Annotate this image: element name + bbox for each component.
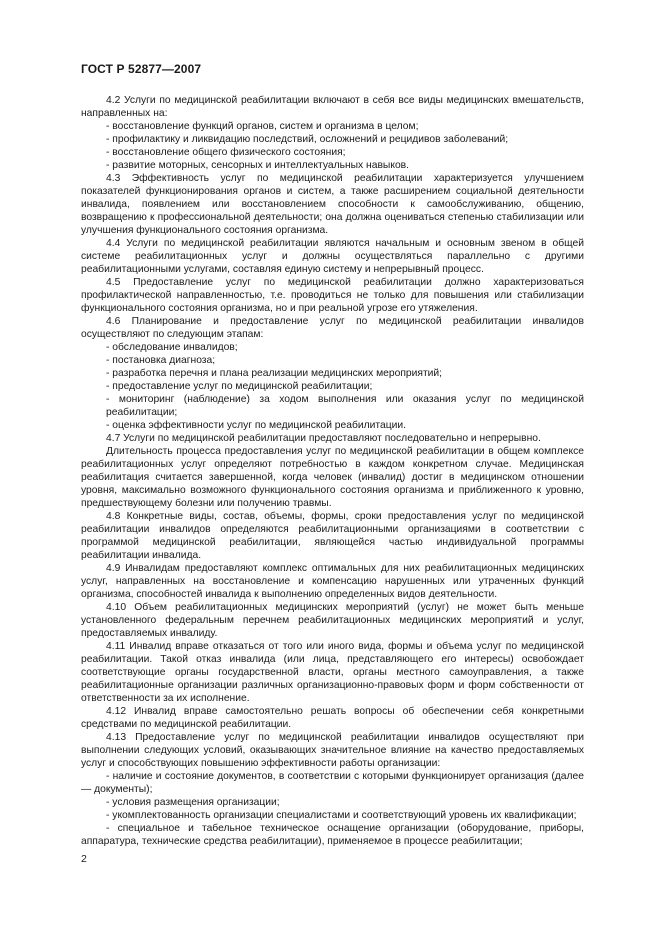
paragraph: 4.4 Услуги по медицинской реабилитации являются начальным и основным звеном в общей системе реабилитационных услуг и должны осуществляться параллельно с другими реабилитационными услугами, составляя единую систему и непрерывный процесс.	[81, 238, 584, 275]
paragraph: 4.9 Инвалидам предоставляют комплекс оптимальных для них реабилитационных медицинских услуг, направленных на восстановление и компенсацию нарушенных или утраченных функций организма, способностей инвалида к выполнению определенных видов деятельности.	[81, 563, 584, 600]
paragraph: 4.8 Конкретные виды, состав, объемы, формы, сроки предоставления услуг по медицинской реабилитации инвалидов определяются реабилитационными организациями в соответствии с программой медицинской реабилитации, являющейся частью индивидуальной программы реабилитации инвалида.	[81, 511, 584, 561]
paragraph: 4.11 Инвалид вправе отказаться от того или иного вида, формы и объема услуг по медицинской реабилитации. Такой отказ инвалида (или лица, представляющего его интересы) освобождает соответствующие органы государственной власти, органы местного самоуправления, а также реабилитационные организации различных организационно-правовых форм и форм собственности от ответственности за их исполнение.	[81, 641, 584, 704]
list-item: - восстановление функций органов, систем и организма в целом;	[106, 121, 419, 132]
paragraph: 4.13 Предоставление услуг по медицинской реабилитации инвалидов осуществляют при выполнении следующих условий, оказывающих значительное влияние на качество предоставляемых услуг и способствующих повышению эффективности работы организации:	[81, 732, 584, 769]
list-item: - обследование инвалидов;	[106, 342, 238, 353]
list-item: - развитие моторных, сенсорных и интеллектуальных навыков.	[106, 160, 410, 171]
list-item: - оценка эффективности услуг по медицинской реабилитации.	[106, 420, 406, 431]
paragraph: 4.3 Эффективность услуг по медицинской реабилитации характеризуется улучшением показателей функционирования органов и систем, а также расширением социальной деятельности инвалида, появлением или восстановлением способности к самообслуживанию, общению, возвращению к профессиональной деятельности; она должна оцениваться степенью стабилизации или улучшения функционального состояния организма.	[81, 173, 584, 236]
page-number: 2	[81, 853, 87, 865]
paragraph: 4.5 Предоставление услуг по медицинской реабилитации должно характеризоваться профилактической направленностью, т.е. проводиться не только для повышения или стабилизации функционального состояния организма, но и при реальной угрозе его утяжеления.	[81, 277, 584, 314]
paragraph: 4.2 Услуги по медицинской реабилитации включают в себя все виды медицинских вмешательств, направленных на:	[81, 95, 584, 119]
list-item: - наличие и состояние документов, в соответствии с которыми функционирует организация (далее — документы);	[81, 771, 584, 795]
paragraph: 4.12 Инвалид вправе самостоятельно решать вопросы об обеспечении себя конкретными средствами по медицинской реабилитации.	[81, 706, 584, 730]
list-item: - разработка перечня и плана реализации медицинских мероприятий;	[106, 368, 443, 379]
list-item: - постановка диагноза;	[106, 355, 216, 366]
document-body	[81, 94, 584, 848]
list-item: - специальное и табельное техническое оснащение организации (оборудование, приборы, аппаратура, технические средства реабилитации), применяемое в процессе реабилитации;	[81, 823, 584, 847]
list-item: - предоставление услуг по медицинской реабилитации;	[106, 381, 373, 392]
paragraph: 4.10 Объем реабилитационных медицинских мероприятий (услуг) не может быть меньше установленного федеральным перечнем реабилитационных медицинских мероприятий и услуг, предоставляемых инвалиду.	[81, 602, 584, 639]
list-item: - укомплектованность организации специалистами и соответствующий уровень их квалификации;	[106, 810, 577, 821]
list-item: - восстановление общего физического состояния;	[106, 147, 346, 158]
list-item: - условия размещения организации;	[106, 797, 280, 808]
list-item: - мониторинг (наблюдение) за ходом выполнения или оказания услуг по медицинской реабилитации;	[106, 394, 584, 418]
paragraph: Длительность процесса предоставления услуг по медицинской реабилитации в общем комплексе реабилитационных услуг определяют потребностью в каждом конкретном случае. Медицинская реабилитация считается завершенной, когда человек (инвалид) достиг в медицинском отношении уровня, максимально возможного функционального состояния организма и приближенного к уровню, предшествующему болезни или получению травмы.	[81, 446, 584, 509]
paragraph: 4.6 Планирование и предоставление услуг по медицинской реабилитации инвалидов осуществляют по следующим этапам:	[81, 316, 584, 340]
paragraph: 4.7 Услуги по медицинской реабилитации предоставляют последовательно и непрерывно.	[106, 433, 541, 444]
document-header: ГОСТ Р 52877—2007	[81, 62, 202, 76]
list-item: - профилактику и ликвидацию последствий, осложнений и рецидивов заболеваний;	[106, 134, 509, 145]
